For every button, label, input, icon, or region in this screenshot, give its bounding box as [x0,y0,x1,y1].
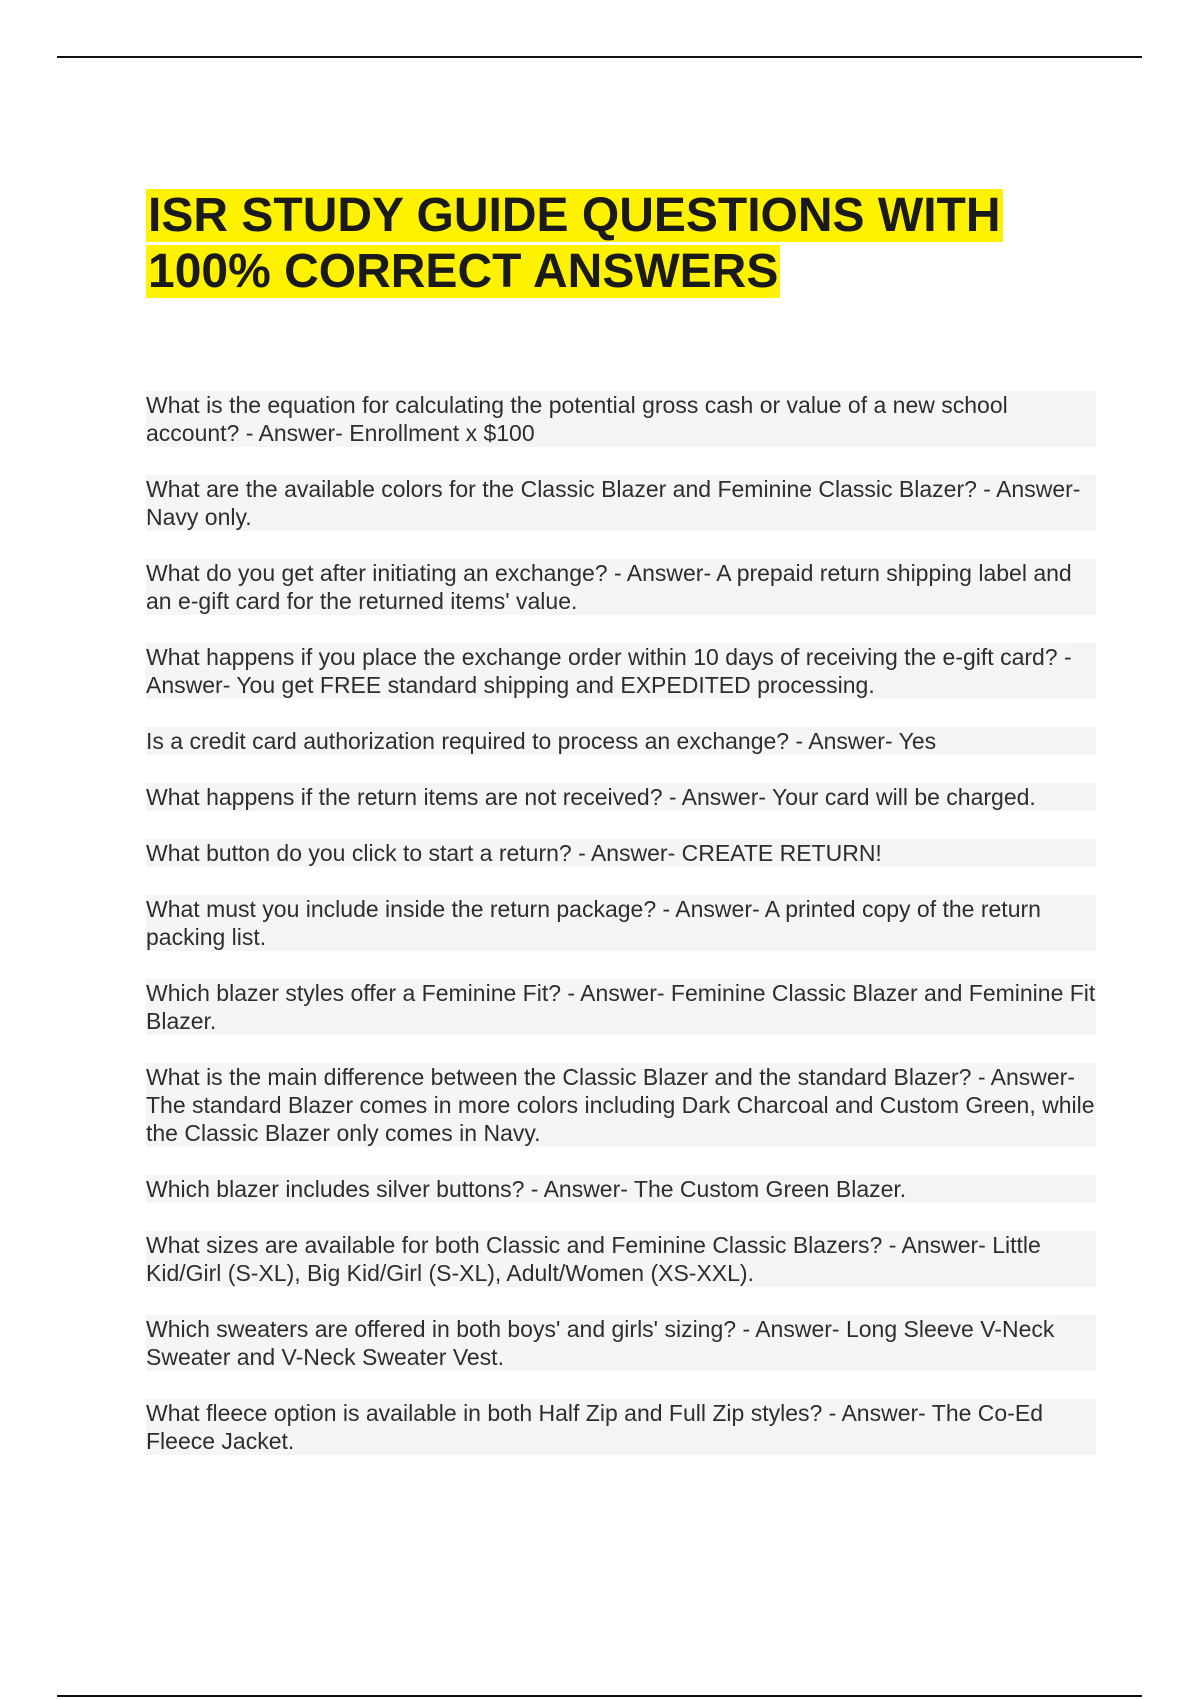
title-line-2: 100% CORRECT ANSWERS [148,245,779,298]
qa-item: What are the available colors for the Classic Blazer and Feminine Classic Blazer? - Answer- Navy only. [146,475,1096,531]
qa-list [146,391,1096,1483]
qa-item: What fleece option is available in both Half Zip and Full Zip styles? - Answer- The Co-Ed Fleece Jacket. [146,1399,1096,1455]
bottom-rule [57,1695,1142,1697]
qa-item: What do you get after initiating an exchange? - Answer- A prepaid return shipping label and an e-gift card for the returned items' value. [146,559,1096,615]
qa-item: What is the main difference between the Classic Blazer and the standard Blazer? - Answer- The standard Blazer comes in more colors including Dark Charcoal and Custom Green, while the Classic Blazer only comes in Navy. [146,1064,1095,1146]
qa-item: Which blazer styles offer a Feminine Fit? - Answer- Feminine Classic Blazer and Feminine Fit Blazer. [146,980,1096,1034]
qa-item: What happens if the return items are not received? - Answer- Your card will be charged. [146,783,1096,811]
title-line-1: ISR STUDY GUIDE QUESTIONS WITH [148,189,1001,242]
qa-item: Is a credit card authorization required to process an exchange? - Answer- Yes [146,727,1096,755]
qa-item: What is the equation for calculating the potential gross cash or value of a new school account? - Answer- Enrollment x $100 [146,391,1096,447]
qa-item: Which blazer includes silver buttons? - Answer- The Custom Green Blazer. [146,1175,1096,1203]
qa-item: Which sweaters are offered in both boys' and girls' sizing? - Answer- Long Sleeve V-Neck Sweater and V-Neck Sweater Vest. [146,1315,1096,1371]
qa-item: What sizes are available for both Classic and Feminine Classic Blazers? - Answer- Little Kid/Girl (S-XL), Big Kid/Girl (S-XL), Adult/Women (XS-XXL). [146,1231,1096,1287]
document-title [146,188,1106,300]
qa-item: What must you include inside the return package? - Answer- A printed copy of the return packing list. [146,895,1096,951]
qa-item: What button do you click to start a return? - Answer- CREATE RETURN! [146,839,1096,867]
qa-item: What happens if you place the exchange order within 10 days of receiving the e-gift card? - Answer- You get FREE standard shipping and EXPEDITED processing. [146,643,1096,699]
top-rule [57,56,1142,58]
